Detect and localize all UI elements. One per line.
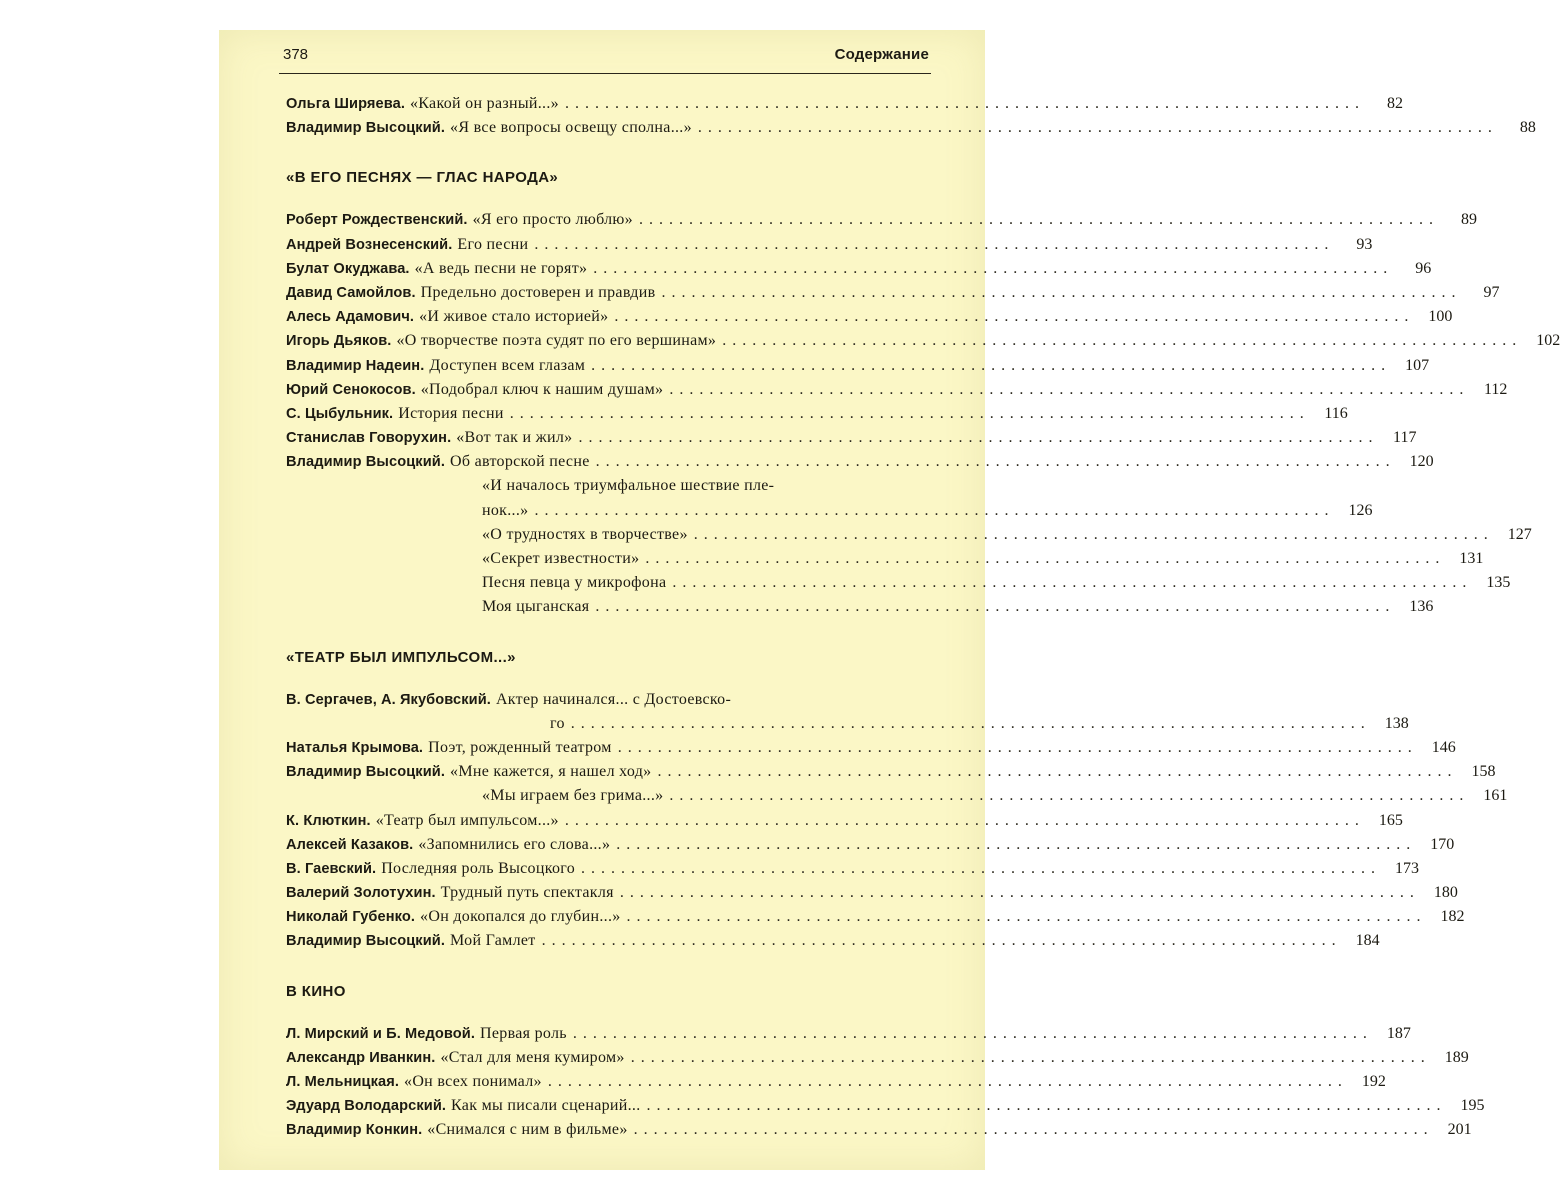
toc-entry (286, 688, 929, 712)
entry-page-number: 102 (1536, 332, 1560, 350)
toc-entry (286, 1046, 1469, 1070)
entry-page-number: 192 (1361, 1073, 1386, 1090)
dot-leader: ................................................................................ (630, 1048, 1431, 1066)
dot-leader: ................................................................................ (645, 550, 1446, 567)
entry-author: Владимир Высоцкий. (286, 454, 446, 471)
table-of-contents (286, 92, 1560, 1143)
entry-author: Владимир Конкин. (286, 1122, 423, 1139)
entry-author: Николай Губенко. (286, 909, 416, 926)
dot-leader: ................................................................................ (572, 1024, 1373, 1042)
toc-entry-continuation: «И началось триумфальное шествие пле- (482, 477, 775, 495)
entry-title: «Я его просто люблю» (472, 211, 633, 229)
dot-leader: ................................................................................ (661, 283, 1462, 301)
entry-title: «Подобрал ключ к нашим душам» (420, 380, 664, 398)
page-number: 378 (283, 46, 309, 63)
toc-entry (286, 523, 1532, 547)
toc-entry (286, 1094, 1485, 1118)
toc-entry (286, 547, 1484, 571)
toc-entry (286, 499, 1373, 523)
entry-title: нок...» (482, 501, 529, 519)
entry-title: Последняя роль Высоцкого (381, 859, 576, 877)
toc-entry (286, 92, 1403, 116)
entry-title: «И живое стало историей» (419, 308, 609, 326)
dot-leader: ................................................................................ (593, 259, 1394, 277)
toc-entry (286, 929, 1380, 953)
entry-page-number: 100 (1428, 308, 1453, 326)
toc-entry (286, 329, 1560, 353)
entry-title: «Секрет известности» (482, 550, 640, 567)
dot-leader: ................................................................................ (581, 859, 1382, 877)
entry-title: «Какой он разный...» (410, 95, 559, 112)
section-heading: «В ЕГО ПЕСНЯХ — ГЛАС НАРОДА» (286, 169, 559, 187)
entry-page-number: 131 (1459, 550, 1484, 567)
toc-entry (286, 426, 1417, 450)
toc-entry (286, 378, 1508, 402)
entry-title: «Я все вопросы освещу сполна...» (450, 119, 692, 137)
entry-author: Владимир Надеин. (286, 357, 425, 374)
entry-page-number: 120 (1409, 453, 1434, 471)
entry-title: Трудный путь спектакля (440, 884, 614, 902)
dot-leader: ................................................................................ (541, 932, 1342, 950)
toc-entry (286, 116, 1536, 140)
entry-title: «О трудностях в творчестве» (482, 525, 688, 543)
entry-page-number: 158 (1471, 763, 1496, 781)
dot-leader: ................................................................................ (564, 811, 1365, 829)
entry-author: Андрей Вознесенский. (286, 236, 453, 253)
toc-entry (286, 760, 1496, 784)
entry-author: Роберт Рождественский. (286, 212, 468, 229)
entry-author: Алексей Казаков. (286, 836, 414, 853)
entry-title: Об авторской песне (450, 453, 590, 471)
toc-entry (286, 809, 1403, 833)
entry-author: Л. Мирский и Б. Медовой. (286, 1025, 476, 1042)
dot-leader: ................................................................................ (595, 598, 1396, 616)
running-title: Содержание (834, 46, 929, 63)
entry-author: Валерий Золотухин. (286, 885, 436, 902)
entry-author: Станислав Говорухин. (286, 430, 452, 447)
dot-leader: ................................................................................ (591, 356, 1392, 374)
dot-leader: ................................................................................ (614, 308, 1415, 326)
entry-page-number: 165 (1378, 811, 1403, 829)
entry-page-number: 180 (1433, 884, 1458, 902)
toc-entry (286, 281, 1500, 305)
section-heading: «ТЕАТР БЫЛ ИМПУЛЬСОМ...» (286, 648, 516, 666)
entry-page-number: 201 (1447, 1121, 1472, 1139)
entry-title: Песня певца у микрофона (482, 574, 667, 592)
entry-page-number: 82 (1386, 95, 1403, 112)
entry-page-number: 96 (1415, 259, 1432, 277)
entry-author: В. Сергачев, А. Якубовский. (286, 691, 491, 708)
dot-leader: ................................................................................ (570, 714, 1371, 732)
entry-page-number: 195 (1460, 1097, 1485, 1115)
entry-author: Л. Мельницкая. (286, 1074, 400, 1090)
entry-title: «Он докопался до глубин...» (420, 908, 621, 926)
toc-entry (286, 833, 1455, 857)
entry-title: «Стал для меня кумиром» (440, 1048, 625, 1066)
toc-entry (286, 450, 1434, 474)
dot-leader: ................................................................................ (633, 1121, 1434, 1139)
entry-page-number: 126 (1348, 501, 1373, 519)
entry-page-number: 136 (1409, 598, 1434, 616)
entry-page-number: 107 (1405, 356, 1430, 374)
entry-page-number: 135 (1486, 574, 1511, 592)
entry-title: «Театр был импульсом...» (375, 811, 559, 829)
toc-entry (286, 1118, 1472, 1142)
entry-author: Александр Иванкин. (286, 1049, 436, 1066)
dot-leader: ................................................................................ (509, 404, 1310, 422)
entry-page-number: 146 (1431, 738, 1456, 756)
toc-entry (286, 736, 1456, 760)
dot-leader: ................................................................................ (638, 211, 1439, 229)
entry-title: «Мы играем без грима...» (482, 787, 664, 805)
entry-page-number: 116 (1324, 404, 1348, 422)
section-heading: В КИНО (286, 982, 346, 1000)
entry-title: Его песни (457, 235, 529, 253)
dot-leader: ................................................................................ (619, 884, 1420, 902)
dot-leader: ................................................................................ (578, 429, 1379, 447)
entry-page-number: 117 (1393, 429, 1417, 447)
toc-entry (286, 1070, 1386, 1094)
toc-entry (286, 595, 1434, 619)
entry-page-number: 170 (1430, 835, 1455, 853)
dot-leader: ................................................................................ (697, 119, 1498, 137)
entry-title: Моя цыганская (482, 598, 590, 616)
entry-author: Булат Окуджава. (286, 260, 410, 277)
dot-leader: ................................................................................ (616, 835, 1417, 853)
toc-entry (286, 571, 1511, 595)
entry-title: Первая роль (480, 1024, 567, 1042)
entry-title: Поэт, рожденный театром (428, 738, 612, 756)
entry-page-number: 112 (1483, 380, 1508, 398)
entry-page-number: 93 (1356, 235, 1373, 253)
entry-title: История песни (398, 404, 504, 422)
entry-page-number: 182 (1440, 908, 1465, 926)
dot-leader: ................................................................................ (534, 235, 1335, 253)
entry-author: Владимир Высоцкий. (286, 764, 446, 781)
entry-title: «Снимался с ним в фильме» (427, 1121, 628, 1139)
entry-author: Ольга Ширяева. (286, 96, 405, 112)
toc-entry (286, 712, 1409, 736)
entry-page-number: 189 (1444, 1048, 1469, 1066)
dot-leader: ................................................................................ (646, 1097, 1447, 1115)
dot-leader: ................................................................................ (657, 763, 1458, 781)
entry-author: Владимир Высоцкий. (286, 120, 446, 137)
entry-title: «А ведь песни не горят» (414, 259, 588, 277)
page-header (283, 46, 929, 72)
dot-leader: ................................................................................ (722, 332, 1523, 350)
dot-leader: ................................................................................ (564, 95, 1365, 112)
dot-leader: ................................................................................ (617, 738, 1418, 756)
entry-author: Игорь Дьяков. (286, 333, 392, 350)
dot-leader: ................................................................................ (626, 908, 1427, 926)
dot-leader: ................................................................................ (693, 525, 1494, 543)
entry-title: Мой Гамлет (450, 932, 536, 950)
entry-author: Владимир Высоцкий. (286, 933, 446, 950)
entry-title: Как мы писали сценарий... (451, 1097, 641, 1115)
entry-title: го (550, 714, 565, 732)
toc-entry (286, 881, 1458, 905)
dot-leader: ................................................................................ (669, 787, 1470, 805)
toc-entry (286, 305, 1453, 329)
entry-page-number: 97 (1483, 283, 1500, 301)
toc-entry (286, 402, 1348, 426)
entry-title: Доступен всем глазам (429, 356, 586, 374)
toc-entry (286, 233, 1373, 257)
toc-entry (286, 905, 1465, 929)
toc-entry (286, 857, 1420, 881)
toc-entry (286, 257, 1432, 281)
entry-page-number: 138 (1384, 714, 1409, 732)
entry-author: Алесь Адамович. (286, 309, 415, 326)
entry-title: «Вот так и жил» (456, 429, 573, 447)
entry-page-number: 187 (1386, 1024, 1411, 1042)
entry-page-number: 184 (1355, 932, 1380, 950)
entry-title: «Он всех понимал» (404, 1073, 542, 1090)
header-rule (279, 73, 931, 74)
entry-author: Давид Самойлов. (286, 284, 416, 301)
toc-entry (286, 784, 1508, 808)
toc-entry (286, 1022, 1411, 1046)
dot-leader: ................................................................................ (595, 453, 1396, 471)
dot-leader: ................................................................................ (547, 1073, 1348, 1090)
dot-leader: ................................................................................ (672, 574, 1473, 592)
dot-leader: ................................................................................ (534, 501, 1335, 519)
entry-page-number: 173 (1395, 859, 1420, 877)
entry-author: С. Цыбульник. (286, 405, 394, 422)
entry-page-number: 127 (1507, 525, 1532, 543)
entry-author: Эдуард Володарский. (286, 1098, 447, 1115)
entry-author: К. Клюткин. (286, 812, 371, 829)
toc-entry (286, 208, 1477, 232)
entry-page-number: 161 (1483, 787, 1508, 805)
entry-author: Наталья Крымова. (286, 739, 424, 756)
entry-author: Юрий Сенокосов. (286, 381, 416, 398)
entry-title: «Запомнились его слова...» (418, 835, 611, 853)
entry-title: «Мне кажется, я нашел ход» (450, 763, 652, 781)
entry-title: Предельно достоверен и правдив (420, 283, 656, 301)
book-page (219, 30, 1560, 1170)
entry-page-number: 89 (1460, 211, 1477, 229)
dot-leader: ................................................................................ (669, 380, 1470, 398)
entry-title: «О творчестве поэта судят по его вершинам» (396, 332, 717, 350)
entry-page-number: 88 (1519, 119, 1536, 137)
toc-entry (286, 354, 1430, 378)
entry-title: Актер начинался... с Достоевско- (495, 690, 732, 708)
entry-author: В. Гаевский. (286, 860, 377, 877)
